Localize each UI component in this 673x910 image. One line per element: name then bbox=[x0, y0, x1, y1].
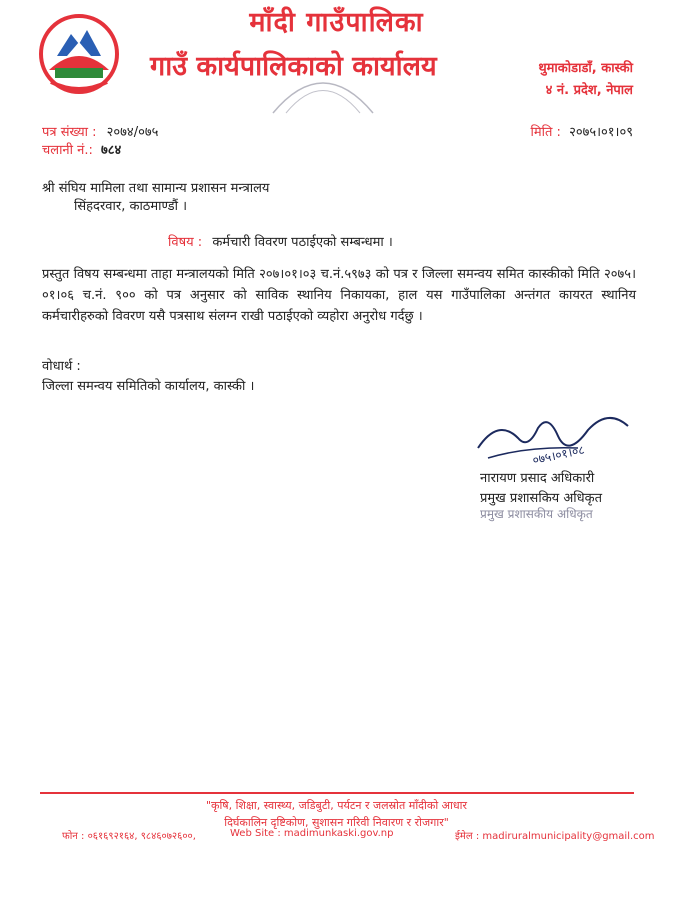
subject-label: विषय : bbox=[168, 235, 203, 250]
footer-email[interactable]: ईमेल : madiruralmunicipality@gmail.com bbox=[455, 831, 655, 842]
handwritten-date: ०७५।०१।०८ bbox=[531, 442, 586, 468]
cc-line: जिल्ला समन्वय समितिको कार्यालय, कास्की । bbox=[42, 379, 255, 394]
subject-text: कर्मचारी विवरण पठाईएको सम्बन्धमा । bbox=[212, 235, 393, 250]
signatory-name: नारायण प्रसाद अधिकारी bbox=[480, 471, 595, 486]
dispatch-number bbox=[42, 140, 121, 158]
header-address-line2: ४ नं. प्रदेश, नेपाल bbox=[545, 83, 633, 98]
header-address-line1: थुमाकोडाडाँ, कास्की bbox=[538, 61, 633, 76]
letter-date bbox=[530, 122, 633, 140]
dispatch-value: ७८४ bbox=[101, 143, 122, 158]
footer-phone: फोन : ०६१६९२१६४, ९८४६०७२६००, bbox=[62, 831, 196, 842]
signatory-title: प्रमुख प्रशासकिय अधिकृत bbox=[480, 491, 603, 506]
cc-label: वोधार्थ : bbox=[42, 359, 81, 374]
footer-divider bbox=[40, 792, 634, 794]
date-value: २०७५।०१।०९ bbox=[569, 125, 633, 140]
subject-line bbox=[168, 232, 393, 253]
footer-website[interactable]: Web Site : madimunkaski.gov.np bbox=[230, 828, 394, 839]
header-title-line2: गाउँ कार्यपालिकाको कार्यालय bbox=[150, 51, 437, 82]
office-round-stamp-icon bbox=[268, 58, 378, 118]
recipient-line2: सिंहदरवार, काठमाण्डौं । bbox=[74, 199, 188, 214]
reference-value: २०७४/०७५ bbox=[106, 125, 159, 140]
dispatch-label: चलानी नं.: bbox=[42, 143, 93, 158]
footer-quote-line1: "कृषि, शिक्षा, स्वास्थ्य, जडिबुटी, पर्यटन र जलस्रोत माँदीको आधार bbox=[205, 799, 468, 812]
reference-number bbox=[42, 122, 158, 140]
date-label: मिति : bbox=[530, 125, 561, 140]
header-title-line1: माँदी गाउँपालिका bbox=[249, 7, 424, 38]
reference-label: पत्र संख्या : bbox=[42, 125, 97, 140]
signatory-stamp-title: प्रमुख प्रशासकीय अधिकृत bbox=[480, 507, 593, 521]
recipient-line1: श्री संघिय मामिला तथा सामान्य प्रशासन मन्त्रालय bbox=[42, 181, 270, 196]
body-paragraph: प्रस्तुत विषय सम्बन्धमा ताहा मन्त्रालयको मिति २०७।०१।०३ च.नं.५९७३ को पत्र र जिल्ला समन्वय समित कास्कीको मिति २०७५।०१।०६ च.नं. ९०० को पत्र अनुसार को साविक स्थानिय निकायका, हाल यस गाउँपालिका अन्तंगत कायरत स्थानिय कर्मचारीहरुको विवरण यसै पत्रसाथ संलग्न राखी पठाईएको व्यहोरा अनुरोध गर्दछु । bbox=[42, 267, 636, 324]
footer-quote-line2: दिर्घकालिन दृष्टिकोण, सुशासन गरिवी निवारण र रोजगार" bbox=[224, 816, 449, 829]
